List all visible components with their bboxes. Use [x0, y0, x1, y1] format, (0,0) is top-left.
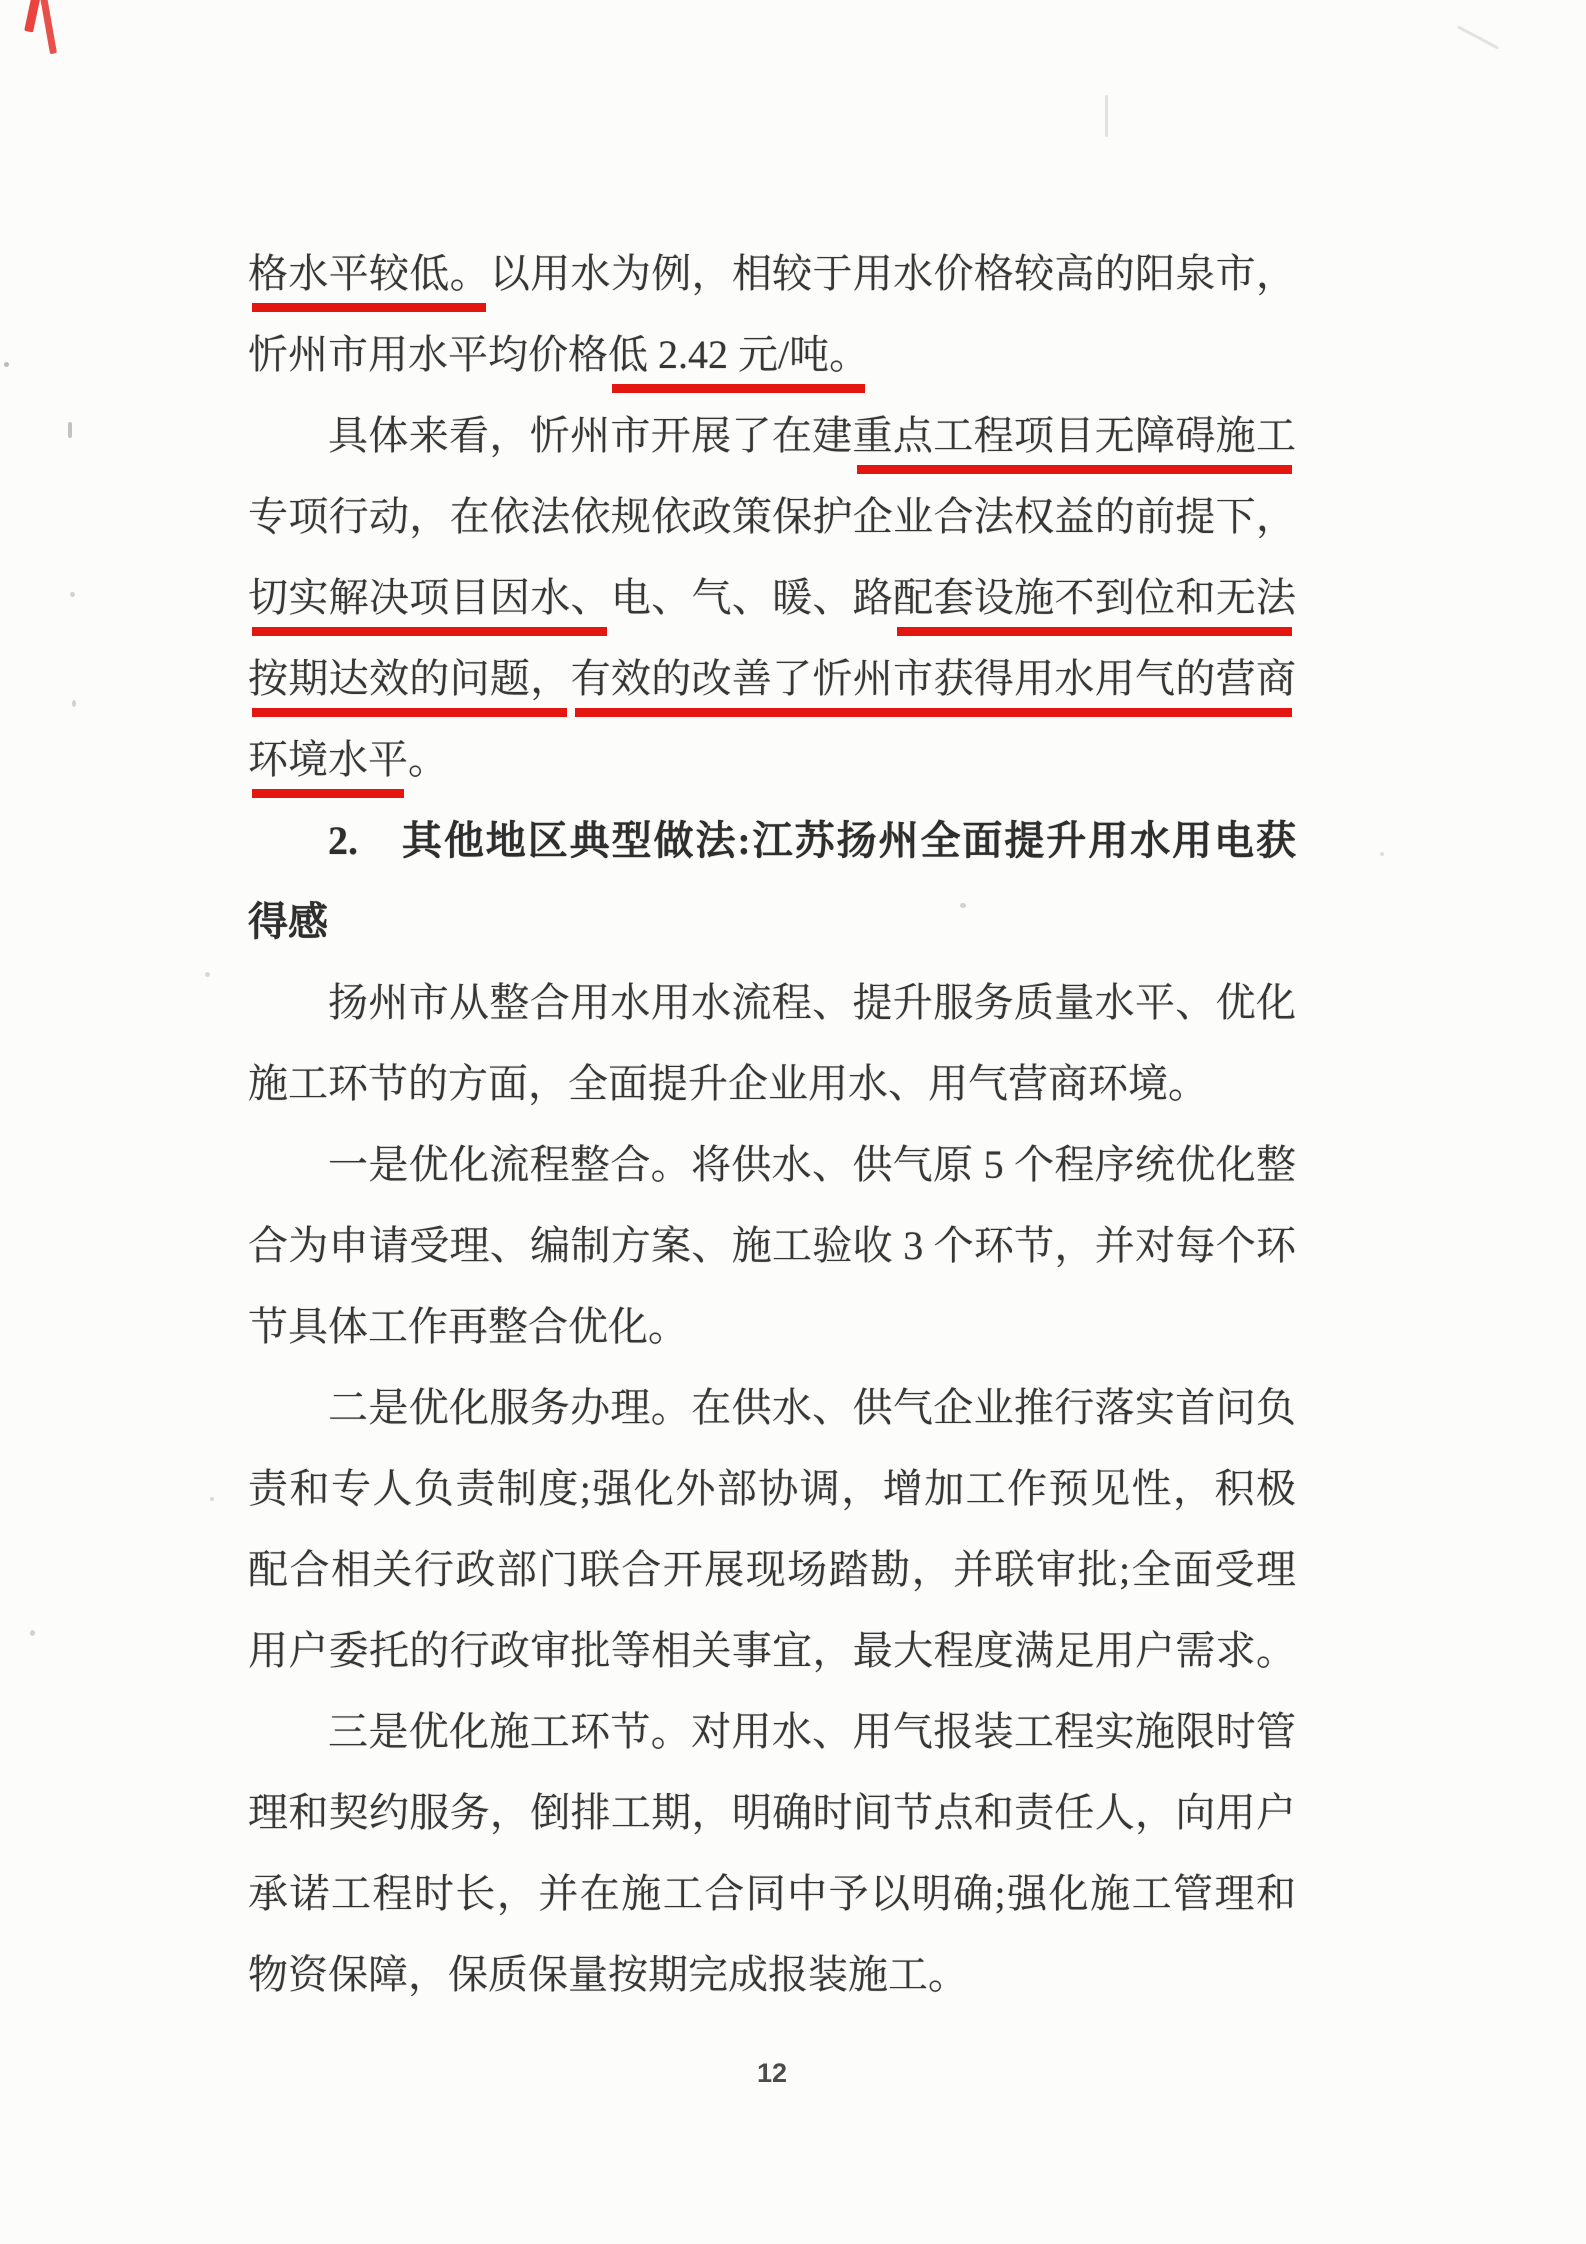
red-underlined-text: 环境水平 — [248, 737, 408, 798]
red-underlined-text: 切实解决项目因水、 — [248, 575, 611, 636]
scan-speck — [210, 1497, 214, 1501]
text-segment: 用户委托的行政审批等相关事宜，最大程度满足用户需求。 — [248, 1628, 1296, 1673]
text-line — [248, 1205, 1296, 1286]
text-line — [248, 1448, 1296, 1529]
text-line — [248, 1124, 1296, 1205]
heading-line — [248, 800, 1296, 881]
text-line — [248, 719, 1296, 800]
scan-speck — [30, 1630, 35, 1636]
red-underlined-text: 低 2.42 元/吨。 — [608, 332, 869, 393]
text-line — [248, 314, 1296, 395]
red-mark-fragment — [24, 0, 41, 33]
red-underlined-text: 按期达效的问题， — [248, 656, 571, 717]
text-line — [248, 1772, 1296, 1853]
text-segment: 配合相关行政部门联合开展现场踏勘，并联审批;全面受理 — [248, 1547, 1296, 1592]
text-segment: 。 — [408, 737, 448, 782]
text-segment: 具体来看，忻州市开展了在建 — [328, 413, 853, 458]
scan-speck — [68, 422, 72, 438]
text-line — [248, 395, 1296, 476]
document-body — [248, 233, 1296, 2015]
scan-speck — [1457, 25, 1499, 49]
text-line — [248, 476, 1296, 557]
scan-speck — [1105, 95, 1108, 137]
text-segment: 二是优化服务办理。在供水、供气企业推行落实首问负 — [328, 1385, 1296, 1430]
text-segment: 电、气、暖、路 — [610, 575, 894, 620]
text-segment: 一是优化流程整合。将供水、供气原 5 个程序统优化整 — [328, 1142, 1296, 1187]
red-underlined-text: 有效的改善了忻州市获得用水用气的营商 — [571, 656, 1296, 717]
scan-speck — [70, 592, 75, 597]
red-underlined-text: 格水平较低。 — [248, 251, 490, 312]
text-segment: 合为申请受理、编制方案、施工验收 3 个环节，并对每个环 — [248, 1223, 1296, 1268]
text-line — [248, 1286, 1296, 1367]
text-line — [248, 557, 1296, 638]
page-number: 12 — [756, 2058, 788, 2088]
text-segment: 三是优化施工环节。对用水、用气报装工程实施限时管 — [328, 1709, 1296, 1754]
heading-line — [248, 881, 1296, 962]
text-line — [248, 1934, 1296, 2015]
text-segment: 责和专人负责制度;强化外部协调，增加工作预见性，积极 — [248, 1466, 1296, 1511]
text-line — [248, 638, 1296, 719]
text-segment: 扬州市从整合用水用水流程、提升服务质量水平、优化 — [328, 980, 1296, 1025]
text-line — [248, 1691, 1296, 1772]
text-segment: 专项行动，在依法依规依政策保护企业合法权益的前提下， — [248, 494, 1296, 539]
text-line — [248, 1529, 1296, 1610]
text-line — [248, 1853, 1296, 1934]
text-segment: 得感 — [248, 899, 328, 944]
scan-speck — [1380, 852, 1384, 856]
text-segment: 物资保障，保质保量按期完成报装施工。 — [248, 1952, 968, 1997]
text-line — [248, 1043, 1296, 1124]
text-line — [248, 962, 1296, 1043]
text-segment: 施工环节的方面，全面提升企业用水、用气营商环境。 — [248, 1061, 1208, 1106]
text-segment: 2. 其他地区典型做法:江苏扬州全面提升用水用电获 — [328, 818, 1296, 863]
red-underlined-text: 配套设施不到位和无法 — [893, 575, 1296, 636]
text-segment: 理和契约服务，倒排工期，明确时间节点和责任人，向用户 — [248, 1790, 1296, 1835]
scan-speck — [72, 700, 76, 707]
text-segment: 承诺工程时长，并在施工合同中予以明确;强化施工管理和 — [248, 1871, 1296, 1916]
text-segment: 以用水为例，相较于用水价格较高的阳泉市， — [489, 251, 1297, 296]
text-line — [248, 1610, 1296, 1691]
text-line — [248, 1367, 1296, 1448]
text-segment: 忻州市用水平均价格 — [248, 332, 608, 377]
text-line — [248, 233, 1296, 314]
red-underlined-text: 重点工程项目无障碍施工 — [853, 413, 1296, 474]
scan-speck — [4, 362, 9, 367]
scan-speck — [205, 972, 210, 977]
red-mark-fragment — [40, 0, 57, 54]
text-segment: 节具体工作再整合优化。 — [248, 1304, 688, 1349]
